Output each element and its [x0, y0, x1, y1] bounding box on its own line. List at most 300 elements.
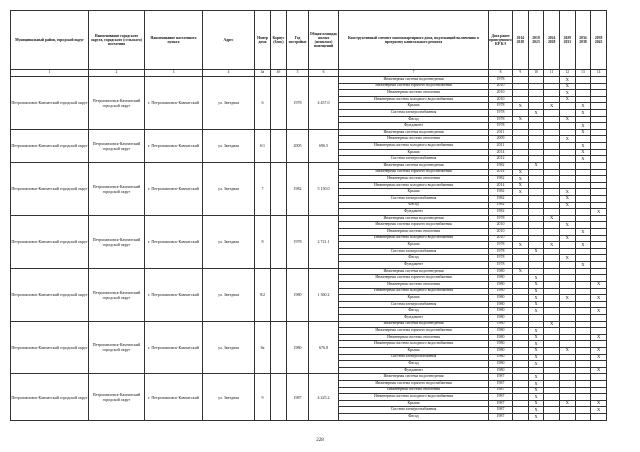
period-mark-cell: X	[528, 110, 544, 117]
period-mark-cell	[559, 394, 575, 401]
element-cell: Инженерная система отопления	[339, 90, 489, 97]
period-mark-cell	[575, 162, 591, 169]
column-number: 4б	[271, 70, 287, 77]
table-row	[11, 162, 607, 169]
period-mark-cell: X	[528, 334, 544, 341]
period-mark-cell	[544, 367, 560, 374]
repair-date-cell: 1980	[489, 367, 513, 374]
period-mark-cell	[544, 143, 560, 150]
district-cell: Петропавловск-Камчатский городской округ	[11, 215, 89, 268]
period-mark-cell	[528, 215, 544, 222]
period-mark-cell: X	[513, 116, 529, 123]
period-mark-cell	[575, 321, 591, 328]
header-cell: 2034 2038	[575, 11, 591, 70]
corpus-cell	[271, 374, 287, 420]
period-mark-cell	[544, 301, 560, 308]
period-mark-cell	[591, 169, 607, 176]
period-mark-cell: X	[544, 321, 560, 328]
period-mark-cell	[591, 116, 607, 123]
period-mark-cell: X	[591, 295, 607, 302]
element-cell: Крыша	[339, 149, 489, 156]
period-mark-cell: X	[591, 400, 607, 407]
period-mark-cell	[559, 308, 575, 315]
period-mark-cell	[544, 248, 560, 255]
period-mark-cell	[528, 169, 544, 176]
period-mark-cell: X	[513, 169, 529, 176]
element-cell: Инженерная система водоотведения	[339, 215, 489, 222]
period-mark-cell: X	[575, 143, 591, 150]
period-mark-cell	[513, 275, 529, 282]
period-mark-cell	[591, 381, 607, 388]
repair-date-cell: 2010	[489, 222, 513, 229]
element-cell: Инженерная система отопления	[339, 334, 489, 341]
period-mark-cell	[591, 195, 607, 202]
period-mark-cell	[575, 189, 591, 196]
house-number-cell: 8/2	[255, 268, 271, 321]
header-cell: Общая площадь жилых (нежилых) помещений	[309, 11, 339, 70]
element-cell: Инженерная система горячего водоснабжения	[339, 222, 489, 229]
header-cell: 2024 2028	[544, 11, 560, 70]
period-mark-cell	[559, 129, 575, 136]
period-mark-cell	[591, 361, 607, 368]
period-mark-cell	[513, 96, 529, 103]
element-cell: Система электроснабжения	[339, 354, 489, 361]
repair-date-cell: 1978	[489, 123, 513, 130]
corpus-cell	[271, 268, 287, 321]
repair-date-cell: 1987	[489, 394, 513, 401]
period-mark-cell	[575, 176, 591, 183]
period-mark-cell: X	[528, 162, 544, 169]
period-mark-cell: X	[528, 248, 544, 255]
period-mark-cell	[513, 288, 529, 295]
period-mark-cell	[575, 195, 591, 202]
period-mark-cell	[513, 129, 529, 136]
table-row	[11, 321, 607, 328]
element-cell: Система электроснабжения	[339, 195, 489, 202]
period-mark-cell: X	[575, 156, 591, 163]
period-mark-cell: X	[575, 123, 591, 130]
repair-date-cell: 2014	[489, 182, 513, 189]
period-mark-cell	[513, 400, 529, 407]
repair-date-cell: 1978	[489, 116, 513, 123]
column-number: 12	[559, 70, 575, 77]
element-cell: Инженерная система холодного водоснабжения	[339, 235, 489, 242]
period-mark-cell	[528, 90, 544, 97]
period-mark-cell	[528, 195, 544, 202]
locality-cell: г. Петропавловск-Камчатский	[145, 215, 203, 268]
period-mark-cell	[513, 262, 529, 269]
period-mark-cell	[528, 143, 544, 150]
period-mark-cell	[591, 321, 607, 328]
period-mark-cell: X	[591, 308, 607, 315]
period-mark-cell	[559, 176, 575, 183]
locality-cell: г. Петропавловск-Камчатский	[145, 162, 203, 215]
period-mark-cell	[544, 262, 560, 269]
header-cell: Корпус (блок)	[271, 11, 287, 70]
element-cell: Фасад	[339, 116, 489, 123]
period-mark-cell	[544, 275, 560, 282]
period-mark-cell	[513, 328, 529, 335]
element-cell: Фасад	[339, 361, 489, 368]
element-cell: Инженерная система горячего водоснабжения	[339, 83, 489, 90]
period-mark-cell	[575, 90, 591, 97]
period-mark-cell	[544, 136, 560, 143]
period-mark-cell	[559, 275, 575, 282]
period-mark-cell	[513, 321, 529, 328]
period-mark-cell: X	[544, 103, 560, 110]
period-mark-cell	[591, 129, 607, 136]
period-mark-cell	[559, 288, 575, 295]
period-mark-cell	[528, 129, 544, 136]
period-mark-cell	[513, 394, 529, 401]
period-mark-cell	[591, 189, 607, 196]
period-mark-cell: X	[559, 235, 575, 242]
repair-date-cell: 2014	[489, 149, 513, 156]
period-mark-cell	[513, 143, 529, 150]
period-mark-cell: X	[575, 262, 591, 269]
repair-date-cell: 1978	[489, 242, 513, 249]
period-mark-cell	[575, 394, 591, 401]
period-mark-cell: X	[559, 347, 575, 354]
period-mark-cell	[559, 387, 575, 394]
period-mark-cell	[559, 381, 575, 388]
address-cell: ул. Звездная	[203, 215, 255, 268]
period-mark-cell	[528, 367, 544, 374]
header-row	[11, 11, 607, 70]
period-mark-cell	[559, 162, 575, 169]
period-mark-cell	[559, 209, 575, 216]
element-cell: Инженерная система водоотведения	[339, 162, 489, 169]
period-mark-cell: X	[528, 275, 544, 282]
period-mark-cell: X	[528, 394, 544, 401]
table-body	[11, 77, 607, 421]
period-mark-cell: X	[591, 281, 607, 288]
period-mark-cell	[544, 341, 560, 348]
period-mark-cell	[544, 83, 560, 90]
table-row	[11, 129, 607, 136]
period-mark-cell	[559, 301, 575, 308]
period-mark-cell: X	[575, 103, 591, 110]
repair-date-cell: 2014	[489, 169, 513, 176]
period-mark-cell	[591, 110, 607, 117]
element-cell: Фасад	[339, 255, 489, 262]
period-mark-cell	[575, 367, 591, 374]
period-mark-cell	[528, 83, 544, 90]
period-mark-cell	[591, 123, 607, 130]
period-mark-cell	[575, 202, 591, 209]
period-mark-cell: X	[528, 400, 544, 407]
district-cell: Петропавловск-Камчатский городской округ	[11, 374, 89, 420]
period-mark-cell	[513, 215, 529, 222]
period-mark-cell	[559, 123, 575, 130]
element-cell: Система электроснабжения	[339, 248, 489, 255]
column-number-row	[11, 70, 607, 77]
period-mark-cell: X	[528, 354, 544, 361]
period-mark-cell: X	[528, 308, 544, 315]
repair-date-cell: 1987	[489, 414, 513, 421]
period-mark-cell: X	[591, 354, 607, 361]
settlement-cell: Петропавловск-Камчатский городской округ	[89, 215, 145, 268]
period-mark-cell	[591, 255, 607, 262]
repair-date-cell: 1987	[489, 381, 513, 388]
period-mark-cell	[591, 143, 607, 150]
element-cell: Фундамент	[339, 209, 489, 216]
period-mark-cell	[528, 268, 544, 275]
period-mark-cell	[513, 334, 529, 341]
year-cell: 1982	[287, 162, 309, 215]
period-mark-cell: X	[591, 334, 607, 341]
table-row	[11, 268, 607, 275]
column-number: 6	[309, 70, 339, 77]
period-mark-cell	[544, 295, 560, 302]
repair-date-cell: 1982	[489, 195, 513, 202]
repair-date-cell: 2010	[489, 235, 513, 242]
period-mark-cell	[575, 248, 591, 255]
period-mark-cell	[544, 229, 560, 236]
period-mark-cell	[528, 235, 544, 242]
repair-date-cell: 1980	[489, 308, 513, 315]
repair-date-cell: 1978	[489, 77, 513, 84]
repair-date-cell: 1980	[489, 281, 513, 288]
element-cell: Инженерная система водоотведения	[339, 374, 489, 381]
period-mark-cell	[575, 235, 591, 242]
corpus-cell	[271, 129, 287, 162]
address-cell: ул. Звездная	[203, 321, 255, 374]
period-mark-cell: X	[559, 136, 575, 143]
element-cell: Инженерная система водоотведения	[339, 268, 489, 275]
period-mark-cell	[591, 268, 607, 275]
period-mark-cell	[544, 394, 560, 401]
settlement-cell: Петропавловск-Камчатский городской округ	[89, 321, 145, 374]
period-mark-cell	[544, 222, 560, 229]
period-mark-cell	[559, 341, 575, 348]
period-mark-cell	[575, 400, 591, 407]
period-mark-cell	[591, 374, 607, 381]
period-mark-cell	[544, 123, 560, 130]
repair-date-cell: 1980	[489, 328, 513, 335]
period-mark-cell	[544, 387, 560, 394]
area-cell: 4 225.2	[309, 374, 339, 420]
period-mark-cell	[528, 321, 544, 328]
period-mark-cell: X	[528, 374, 544, 381]
element-cell: Фасад	[339, 202, 489, 209]
repair-date-cell: 1982	[489, 209, 513, 216]
area-cell: 676.8	[309, 321, 339, 374]
period-mark-cell	[513, 374, 529, 381]
period-mark-cell	[591, 229, 607, 236]
period-mark-cell	[575, 136, 591, 143]
period-mark-cell	[544, 414, 560, 421]
period-mark-cell	[559, 156, 575, 163]
header-cell: Дата ранее проведенного КР КЭ	[489, 11, 513, 70]
period-mark-cell	[575, 347, 591, 354]
period-mark-cell	[528, 314, 544, 321]
period-mark-cell	[575, 374, 591, 381]
period-mark-cell	[575, 381, 591, 388]
period-mark-cell	[559, 314, 575, 321]
period-mark-cell: X	[513, 189, 529, 196]
period-mark-cell	[559, 354, 575, 361]
element-cell: Фасад	[339, 414, 489, 421]
period-mark-cell	[513, 202, 529, 209]
element-cell: Инженерная система горячего водоснабжения	[339, 381, 489, 388]
period-mark-cell: X	[528, 281, 544, 288]
period-mark-cell	[575, 275, 591, 282]
element-cell: Инженерная система холодного водоснабжения	[339, 394, 489, 401]
element-cell: Инженерная система отопления	[339, 387, 489, 394]
district-cell: Петропавловск-Камчатский городской округ	[11, 268, 89, 321]
period-mark-cell	[559, 169, 575, 176]
repair-date-cell: 1978	[489, 262, 513, 269]
period-mark-cell: X	[575, 110, 591, 117]
element-cell: Инженерная система горячего водоснабжения	[339, 328, 489, 335]
period-mark-cell	[544, 202, 560, 209]
period-mark-cell	[544, 361, 560, 368]
repair-date-cell: 1982	[489, 189, 513, 196]
locality-cell: г. Петропавловск-Камчатский	[145, 268, 203, 321]
period-mark-cell: X	[559, 77, 575, 84]
repair-date-cell: 1980	[489, 295, 513, 302]
corpus-cell	[271, 162, 287, 215]
column-number: 13	[575, 70, 591, 77]
period-mark-cell	[513, 149, 529, 156]
period-mark-cell	[544, 308, 560, 315]
period-mark-cell	[513, 110, 529, 117]
period-mark-cell	[575, 169, 591, 176]
period-mark-cell	[513, 381, 529, 388]
period-mark-cell: X	[575, 129, 591, 136]
period-mark-cell: X	[559, 90, 575, 97]
repair-date-cell: 1980	[489, 268, 513, 275]
period-mark-cell	[544, 156, 560, 163]
repair-date-cell: 1978	[489, 248, 513, 255]
element-cell: Фундамент	[339, 262, 489, 269]
column-number: 7	[339, 70, 489, 77]
period-mark-cell	[591, 176, 607, 183]
period-mark-cell	[544, 334, 560, 341]
period-mark-cell	[513, 248, 529, 255]
element-cell: Инженерная система холодного водоснабжения	[339, 143, 489, 150]
element-cell: Инженерная система отопления	[339, 229, 489, 236]
address-cell: ул. Звездная	[203, 77, 255, 130]
period-mark-cell	[513, 162, 529, 169]
period-mark-cell: X	[559, 83, 575, 90]
column-number: 10	[528, 70, 544, 77]
element-cell: Фундамент	[339, 367, 489, 374]
house-number-cell: 8	[255, 215, 271, 268]
period-mark-cell	[544, 90, 560, 97]
page-number: 228	[316, 438, 324, 443]
period-mark-cell	[544, 96, 560, 103]
period-mark-cell	[513, 222, 529, 229]
period-mark-cell: X	[528, 288, 544, 295]
address-cell: ул. Звездная	[203, 268, 255, 321]
repair-date-cell: 1978	[489, 110, 513, 117]
period-mark-cell	[513, 308, 529, 315]
period-mark-cell	[575, 116, 591, 123]
element-cell: Фундамент	[339, 314, 489, 321]
repair-date-cell: 1982	[489, 202, 513, 209]
element-cell: Крыша	[339, 189, 489, 196]
repair-date-cell: 1987	[489, 400, 513, 407]
element-cell: Фундамент	[339, 123, 489, 130]
period-mark-cell	[591, 222, 607, 229]
settlement-cell: Петропавловск-Камчатский городской округ	[89, 374, 145, 420]
period-mark-cell	[544, 116, 560, 123]
column-number: 3	[145, 70, 203, 77]
house-number-cell: 9	[255, 374, 271, 420]
period-mark-cell	[513, 229, 529, 236]
period-mark-cell	[544, 268, 560, 275]
district-cell: Петропавловск-Камчатский городской округ	[11, 162, 89, 215]
period-mark-cell	[591, 182, 607, 189]
header-cell: Наименование городского округа, городского (сельского) поселения	[89, 11, 145, 70]
period-mark-cell: X	[513, 268, 529, 275]
period-mark-cell	[575, 328, 591, 335]
period-mark-cell	[575, 281, 591, 288]
repair-date-cell: 1980	[489, 275, 513, 282]
period-mark-cell	[528, 123, 544, 130]
corpus-cell	[271, 321, 287, 374]
header-cell: 2019 2023	[528, 11, 544, 70]
period-mark-cell	[575, 255, 591, 262]
house-number-cell: 6	[255, 77, 271, 130]
repair-date-cell: 2010	[489, 90, 513, 97]
period-mark-cell	[544, 110, 560, 117]
district-cell: Петропавловск-Камчатский городской округ	[11, 321, 89, 374]
period-mark-cell	[513, 90, 529, 97]
period-mark-cell	[575, 96, 591, 103]
header-cell: 2029 2033	[559, 11, 575, 70]
locality-cell: г. Петропавловск-Камчатский	[145, 129, 203, 162]
period-mark-cell	[528, 103, 544, 110]
period-mark-cell	[575, 182, 591, 189]
period-mark-cell: X	[528, 328, 544, 335]
element-cell: Инженерная система холодного водоснабжения	[339, 182, 489, 189]
repair-date-cell: 1980	[489, 334, 513, 341]
period-mark-cell	[559, 321, 575, 328]
repair-date-cell: 1980	[489, 341, 513, 348]
repair-date-cell: 1980	[489, 288, 513, 295]
period-mark-cell	[559, 334, 575, 341]
repair-date-cell: 1980	[489, 361, 513, 368]
repair-date-cell: 1987	[489, 387, 513, 394]
period-mark-cell	[559, 215, 575, 222]
period-mark-cell	[528, 156, 544, 163]
period-mark-cell	[591, 103, 607, 110]
period-mark-cell	[575, 341, 591, 348]
table-row	[11, 77, 607, 84]
period-mark-cell	[544, 381, 560, 388]
period-mark-cell	[575, 314, 591, 321]
element-cell: Система электроснабжения	[339, 407, 489, 414]
period-mark-cell	[559, 328, 575, 335]
header-cell: 2039 2043	[591, 11, 607, 70]
period-mark-cell	[559, 367, 575, 374]
period-mark-cell	[575, 209, 591, 216]
year-cell: 1980	[287, 321, 309, 374]
column-number: 4а	[255, 70, 271, 77]
period-mark-cell: X	[528, 387, 544, 394]
period-mark-cell	[575, 83, 591, 90]
repair-date-cell: 1980	[489, 314, 513, 321]
period-mark-cell	[575, 222, 591, 229]
period-mark-cell	[528, 222, 544, 229]
element-cell: Система электроснабжения	[339, 156, 489, 163]
period-mark-cell: X	[528, 301, 544, 308]
period-mark-cell	[575, 334, 591, 341]
period-mark-cell	[559, 262, 575, 269]
